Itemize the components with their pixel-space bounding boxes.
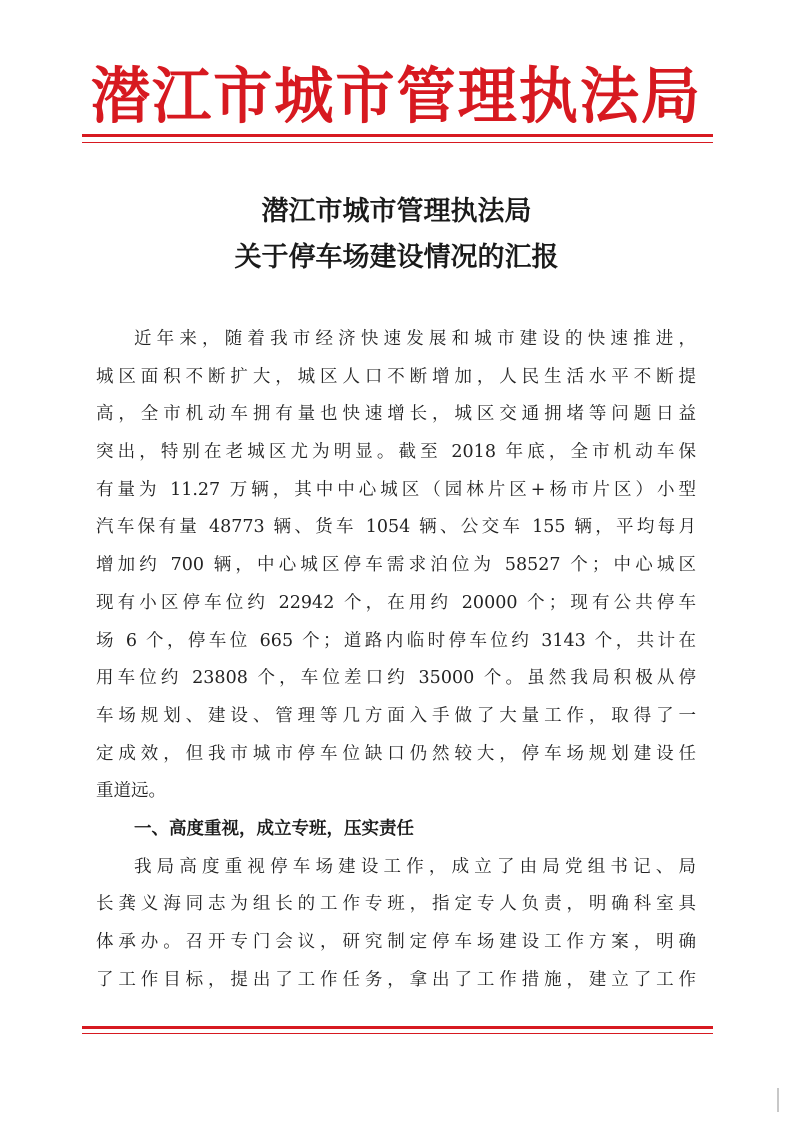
document-title-line2: 关于停车场建设情况的汇报 bbox=[234, 242, 559, 273]
paragraph-line: 突出，特别在老城区尤为明显。截至 2018 年底，全市机动车保 bbox=[96, 442, 696, 463]
document-body bbox=[96, 321, 696, 999]
scan-edge-mark bbox=[777, 1088, 779, 1112]
paragraph-line: 场 6 个，停车位 665 个；道路内临时停车位约 3143 个，共计在 bbox=[96, 630, 696, 651]
paragraph-line: 高，全市机动车拥有量也快速增长，城区交通拥堵等问题日益 bbox=[96, 404, 696, 425]
paragraph-line: 增加约 700 辆，中心城区停车需求泊位为 58527 个；中心城区 bbox=[96, 555, 696, 576]
footer-rule-thick bbox=[82, 1026, 713, 1029]
paragraph-line: 体承办。召开专门会议，研究制定停车场建设工作方案，明确 bbox=[96, 932, 696, 952]
paragraph-line: 了工作目标，提出了工作任务，拿出了工作措施，建立了工作 bbox=[96, 969, 696, 990]
letterhead-rule-thin bbox=[82, 142, 713, 143]
paragraph-line: 汽车保有量 48773 辆、货车 1054 辆、公交车 155 辆，平均每月 bbox=[96, 517, 696, 538]
paragraph-line: 用车位约 23808 个，车位差口约 35000 个。虽然我局积极从停 bbox=[96, 668, 696, 689]
footer-rule-thin bbox=[82, 1033, 713, 1034]
paragraph-line: 定成效，但我市城市停车位缺口仍然较大，停车场规划建设任 bbox=[96, 743, 696, 764]
letterhead-title: 潜江市城市管理执法局 bbox=[90, 61, 703, 132]
section-heading: 一、高度重视，成立专班，压实责任 bbox=[134, 818, 414, 839]
paragraph-line: 车场规划、建设、管理等几方面入手做了大量工作，取得了一 bbox=[96, 705, 696, 726]
paragraph-line: 近年来，随着我市经济快速发展和城市建设的快速推进， bbox=[134, 329, 696, 349]
paragraph-line: 长龚义海同志为组长的工作专班，指定专人负责，明确科室具 bbox=[96, 894, 696, 915]
paragraph-line: 有量为 11.27 万辆，其中中心城区（园林片区+杨市片区）小型 bbox=[96, 479, 696, 500]
paragraph-line: 重道远。 bbox=[96, 781, 166, 802]
document-title-line1: 潜江市城市管理执法局 bbox=[261, 196, 532, 227]
letterhead-rule-thick bbox=[82, 134, 713, 137]
paragraph-line: 现有小区停车位约 22942 个，在用约 20000 个；现有公共停车 bbox=[96, 592, 696, 613]
paragraph-line: 城区面积不断扩大，城区人口不断增加，人民生活水平不断提 bbox=[96, 366, 696, 387]
paragraph-line: 我局高度重视停车场建设工作，成立了由局党组书记、局 bbox=[134, 856, 696, 877]
